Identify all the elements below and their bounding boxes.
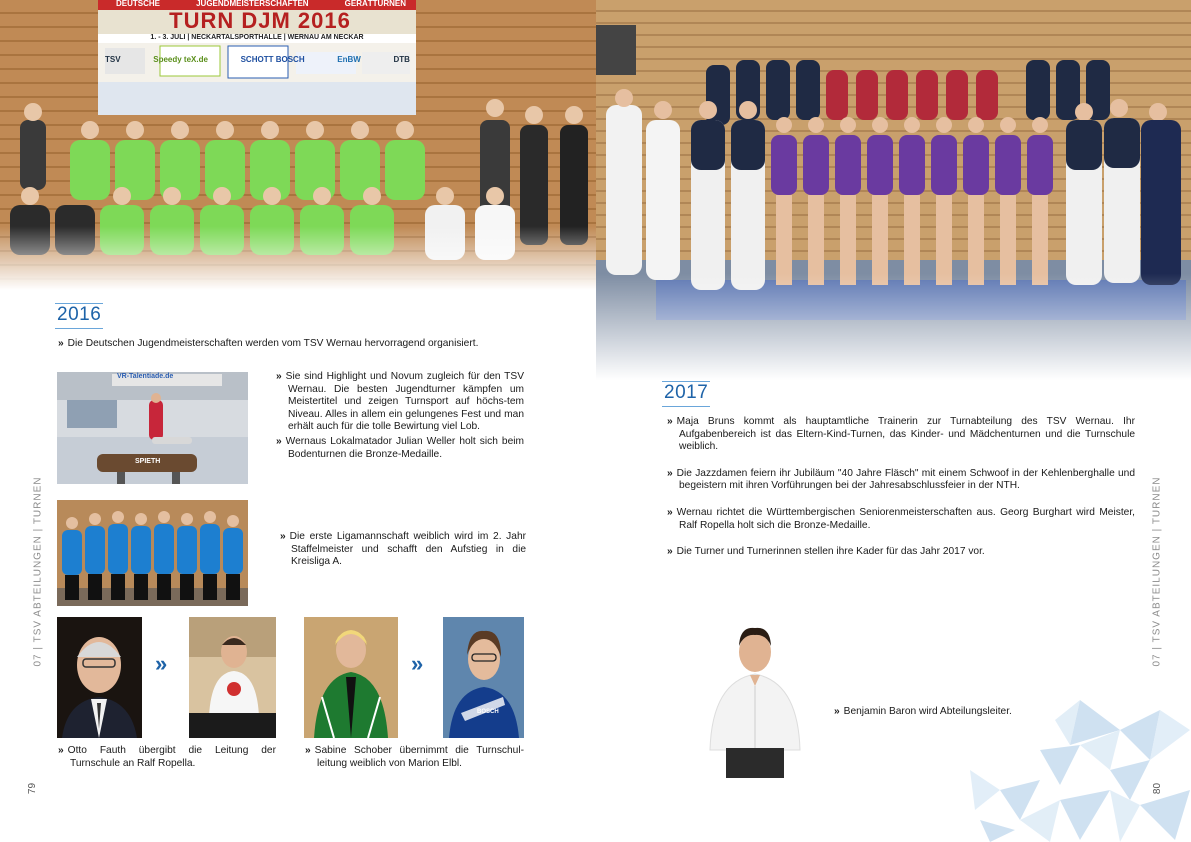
team-photo-kader-2017 [596, 0, 1191, 380]
year-2016-heading: 2016 [55, 303, 103, 329]
photo-pommel-horse [57, 372, 248, 484]
banner-top-mid: JUGENDMEISTERSCHAFTEN [196, 0, 309, 8]
jersey-text: BOSCH [477, 709, 499, 715]
banner-top-left: DEUTSCHE [116, 0, 161, 8]
block1-2016 [276, 371, 524, 461]
portrait-marion-elbl [304, 617, 398, 738]
block1-item-2-text: Wernaus Lokalmatador Julian Weller holt sich beim Bodenturnen die Bronze-Medaille. [285, 435, 524, 460]
page-number-right: 80 [1152, 782, 1164, 795]
group-photo-djm-2016 [0, 0, 596, 290]
intro-2016-text: Die Deutschen Jugendmeisterschaften werden vom TSV Wernau hervorragend organisiert. [67, 338, 479, 349]
item-2017-2-text: Die Jazzdamen feiern ihr Jubiläum "40 Jahre Fläsch" mit einem Schwoof in der Kehlenberghalle und begeistern mit ihren Vorführungen bei der Jahresabschlussfeier in der NTH. [676, 467, 1135, 492]
bullet: » [280, 531, 286, 542]
bullet: » [667, 467, 673, 479]
block2-item [280, 531, 526, 569]
block2-text: Die erste Ligamannschaft weiblich wird im 2. Jahr Staffelmeister und schafft den Aufstieg in die Kreisliga A. [289, 531, 526, 568]
sponsor-speedytex: Speedy teX.de [153, 55, 208, 64]
portrait-benjamin-baron [706, 620, 804, 778]
portrait-ralf-ropella [189, 617, 276, 738]
handover-arrow-left: » [155, 651, 165, 676]
bullet: » [667, 546, 673, 558]
block1-item-2 [276, 436, 524, 461]
caption-right-item [305, 745, 524, 770]
pommel-banner-text: VR-Talentiade.de [117, 373, 174, 380]
bullet: » [667, 506, 673, 518]
right-side-label: 07 | TSV ABTEILUNGEN | TURNEN [1151, 476, 1163, 667]
items-2017 [667, 416, 1135, 559]
caption-sabine-schober [305, 745, 524, 770]
block2-2016 [280, 531, 526, 569]
banner-subtitle: 1. - 3. JULI | NECKARTALSPORTHALLE | WERNAU AM NECKAR [150, 34, 364, 41]
sponsor-enbw: EnBW [337, 55, 361, 64]
bullet: » [276, 371, 282, 382]
banner-sponsors [105, 55, 410, 64]
item-2017-1-text: Maja Bruns kommt als hauptamtliche Trainerin zur Turnabteilung des TSV Wernau. Ihr Aufgabenbereich ist das Eltern-Kind-Turnen, das Kinder- und Mädchenturnen und die Turnschule weiblich. [676, 416, 1135, 453]
item-2017-3-text: Wernau richtet die Württembergischen Seniorenmeisterschaften aus. Georg Burghart wird Meister, Ralf Ropella holt sich die Bronze-Medaille. [676, 506, 1135, 531]
item-2017-4-text: Die Turner und Turnerinnen stellen ihre Kader für das Jahr 2017 vor. [676, 546, 985, 558]
decorative-triangles [960, 690, 1191, 842]
sponsor-schott-bosch: SCHOTT BOSCH [240, 55, 305, 64]
caption-otto-fauth [58, 745, 276, 770]
left-side-label: 07 | TSV ABTEILUNGEN | TURNEN [32, 476, 44, 667]
item-2017-3 [667, 507, 1135, 532]
banner-top-right: GERÄTTURNEN [344, 0, 406, 8]
bullet: » [667, 416, 673, 427]
page-number-left: 79 [27, 782, 39, 795]
intro-2016 [58, 338, 538, 351]
item-2017-1 [667, 416, 1135, 454]
bullet: » [276, 435, 282, 447]
bullet: » [58, 745, 64, 756]
item-2017-2 [667, 468, 1135, 493]
handover-arrow-right: » [411, 651, 421, 676]
caption-benjamin-text: Benjamin Baron wird Abteilungsleiter. [843, 706, 1012, 717]
portrait-sabine-schober [443, 617, 524, 738]
pommel-brand: SPIETH [135, 458, 161, 465]
portrait-otto-fauth [57, 617, 142, 738]
caption-right-text: Sabine Schober übernimmt die Turnschul-leitung weiblich von Marion Elbl. [314, 745, 524, 769]
photo-liga-team [57, 500, 248, 606]
item-2017-4 [667, 546, 1135, 559]
caption-left-text: Otto Fauth übergibt die Leitung der Turnschule an Ralf Ropella. [67, 745, 276, 769]
bullet: » [305, 745, 311, 756]
bullet: » [58, 338, 64, 349]
block1-item-1-text: Sie sind Highlight und Novum zugleich für den TSV Wernau. Die besten Jugendturner kämpfen um Meistertitel und zeigen Turnsport auf höchs-tem Niveau. Alles in allem ein gelungenes Fest und man erhält auch für die tolle Bewirtung viel Lob. [285, 371, 524, 433]
block1-item-1 [276, 371, 524, 434]
year-2017-heading: 2017 [662, 381, 710, 407]
sponsor-dtb: DTB [393, 55, 410, 64]
bullet: » [834, 706, 840, 717]
banner-top-line [116, 0, 406, 8]
caption-left-item [58, 745, 276, 770]
banner-title: TURN DJM 2016 [169, 8, 351, 33]
sponsor-tsv: TSV [105, 55, 121, 64]
